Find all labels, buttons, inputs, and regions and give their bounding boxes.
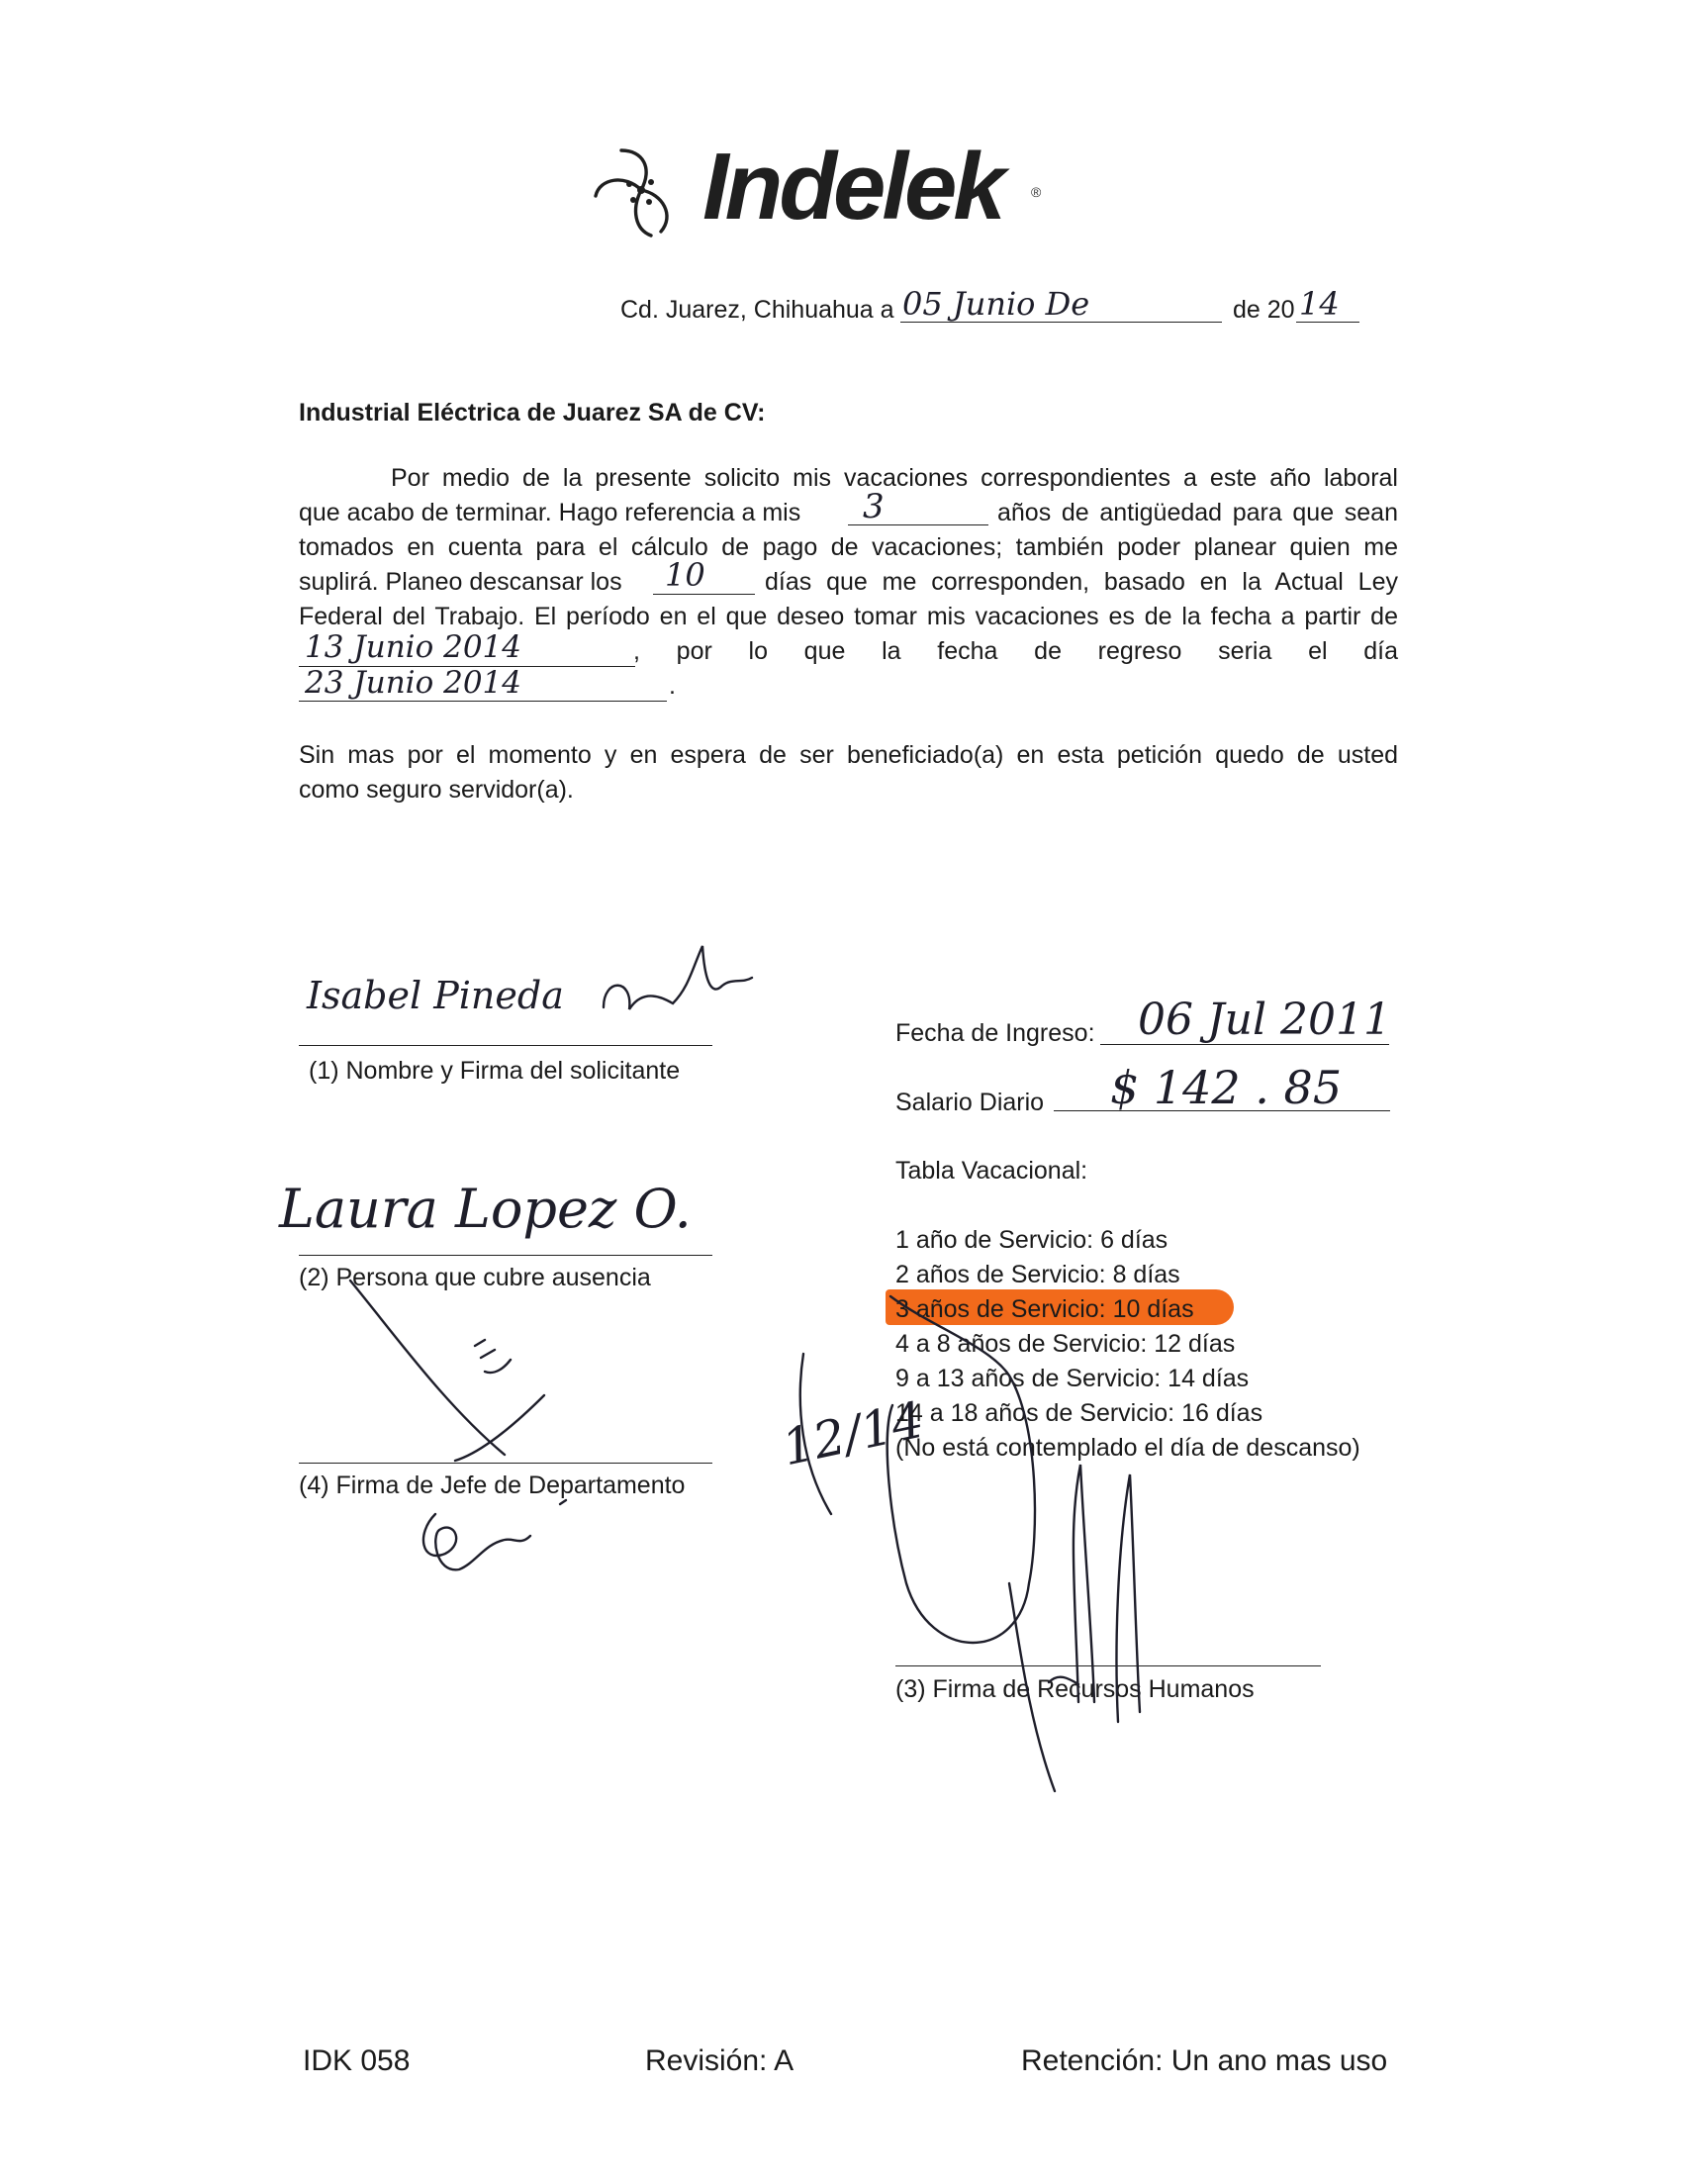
tabla-row: 14 a 18 años de Servicio: 16 días xyxy=(895,1399,1263,1427)
date-prefix: Cd. Juarez, Chihuahua a xyxy=(620,296,894,324)
return-date-underline xyxy=(299,701,667,702)
tabla-row: 2 años de Servicio: 8 días xyxy=(895,1261,1180,1288)
tabla-row: 4 a 8 años de Servicio: 12 días xyxy=(895,1330,1236,1358)
tabla-note: (No está contemplado el día de descanso) xyxy=(895,1434,1360,1462)
footer-doc-id: IDK 058 xyxy=(303,2044,411,2077)
tabla-row: 9 a 13 años de Servicio: 14 días xyxy=(895,1365,1250,1392)
company-logo xyxy=(592,134,1047,257)
footer-revision: Revisión: A xyxy=(645,2044,794,2077)
body-line-3: tomados en cuenta para el cálculo de pago de vacaciones; también poder planear quien me xyxy=(299,533,1398,561)
hr-label: (3) Firma de Recursos Humanos xyxy=(895,1675,1255,1703)
logo-swirl-icon xyxy=(592,144,691,239)
recipient-heading: Industrial Eléctrica de Juarez SA de CV: xyxy=(299,399,766,427)
cover-label: (2) Persona que cubre ausencia xyxy=(299,1264,651,1291)
tabla-row: 1 año de Servicio: 6 días xyxy=(895,1226,1168,1254)
cover-signature-line xyxy=(299,1255,712,1256)
hr-signature-scribble-icon xyxy=(871,1286,1326,1821)
cover-signature: Laura Lopez O. xyxy=(279,1178,692,1240)
body-line-6b: , por lo que la fecha de regreso seria el día xyxy=(633,637,1398,665)
salario-label: Salario Diario xyxy=(895,1089,1045,1116)
dept-head-handwritten-date: 12/14 xyxy=(777,1390,929,1477)
handwritten-days: 10 xyxy=(665,556,705,594)
handwritten-ingreso: 06 Jul 2011 xyxy=(1138,995,1391,1045)
body-line-1: Por medio de la presente solicito mis vacaciones correspondientes a este año laboral xyxy=(391,464,1398,492)
tabla-label: Tabla Vacacional: xyxy=(895,1157,1088,1185)
applicant-label: (1) Nombre y Firma del solicitante xyxy=(309,1057,681,1085)
body-line-7-end: . xyxy=(669,672,676,700)
handwritten-date: 05 Junio De xyxy=(902,285,1090,323)
body-line-2b: años de antigüedad para que sean xyxy=(997,499,1398,526)
handwritten-return-date: 23 Junio 2014 xyxy=(305,665,521,701)
body-line-5: Federal del Trabajo. El período en el que deseo tomar mis vacaciones es de la fecha a partir de xyxy=(299,603,1398,630)
dept-head-vertical-stroke-icon xyxy=(792,1346,871,1524)
tabla-row-highlighted: 3 años de Servicio: 10 días xyxy=(895,1295,1194,1323)
applicant-signature-scribble-icon xyxy=(594,938,762,1037)
handwritten-years: 3 xyxy=(863,487,885,526)
applicant-signature-line xyxy=(299,1045,712,1046)
logo-wordmark: Indelek xyxy=(702,134,1002,239)
footer-retention: Retención: Un ano mas uso xyxy=(1021,2044,1388,2077)
ingreso-label: Fecha de Ingreso: xyxy=(895,1019,1095,1047)
handwritten-year: 14 xyxy=(1299,285,1340,323)
body-line-2a: que acabo de terminar. Hago referencia a mis xyxy=(299,499,801,526)
closing-line-1: Sin mas por el momento y en espera de ser beneficiado(a) en esta petición quedo de usted xyxy=(299,741,1398,769)
body-line-4a: suplirá. Planeo descansar los xyxy=(299,568,622,596)
handwritten-start-date: 13 Junio 2014 xyxy=(305,629,521,665)
body-line-4b: días que me corresponden, basado en la Actual Ley xyxy=(765,568,1398,596)
closing-line-2: como seguro servidor(a). xyxy=(299,776,574,804)
year-prefix: de 20 xyxy=(1233,296,1295,324)
dept-head-label: (4) Firma de Jefe de Departamento xyxy=(299,1472,686,1499)
handwritten-salario: $ 142 . 85 xyxy=(1110,1061,1343,1114)
applicant-signature: Isabel Pineda xyxy=(307,974,564,1017)
days-underline xyxy=(653,594,755,595)
registered-mark: ® xyxy=(1031,184,1042,200)
